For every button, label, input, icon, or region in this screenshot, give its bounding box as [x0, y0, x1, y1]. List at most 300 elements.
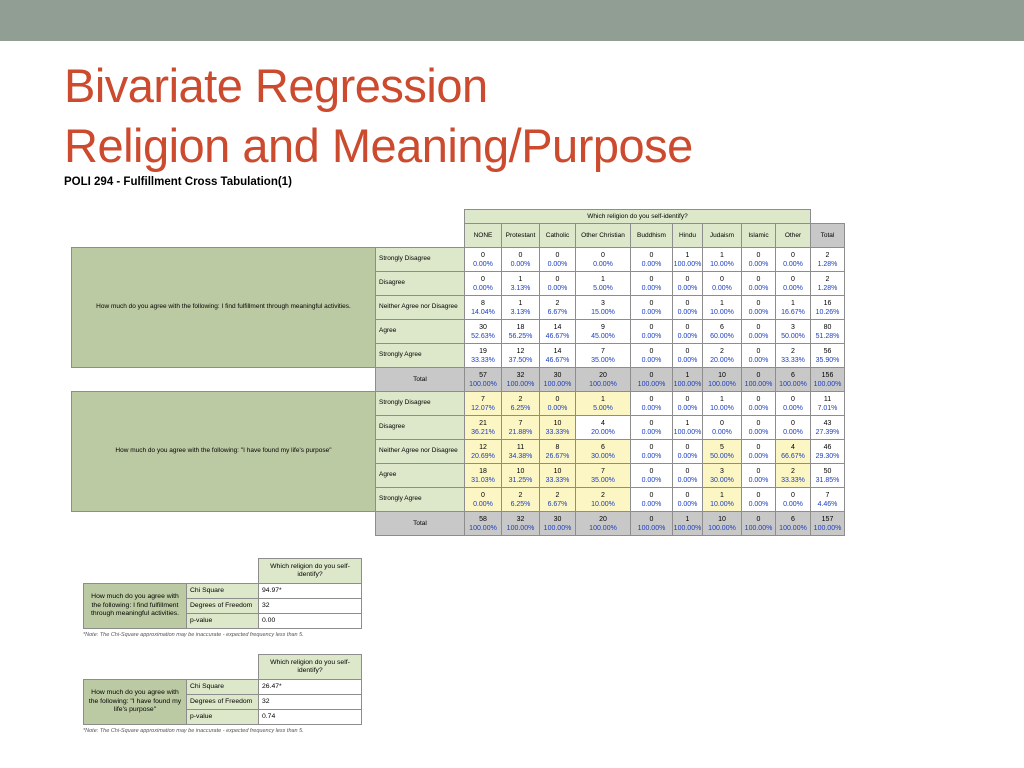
data-cell — [631, 320, 673, 344]
cell-count: 0 — [685, 299, 690, 307]
cell-percent: 12.07% — [471, 404, 495, 412]
cell-count: 50 — [823, 467, 832, 475]
data-cell — [540, 416, 576, 440]
row-category: Disagree — [376, 416, 465, 440]
blank-cell — [72, 368, 376, 392]
cell-percent: 35.00% — [591, 356, 615, 364]
cell-count: 30 — [553, 371, 562, 379]
cell-percent: 0.00% — [510, 260, 531, 268]
cell-count: 1 — [720, 251, 724, 259]
cell-percent: 52.63% — [471, 332, 495, 340]
cell-percent: 0.00% — [677, 476, 698, 484]
cell-count: 0 — [649, 515, 654, 523]
total-cell — [540, 512, 576, 536]
cell-count: 0 — [481, 251, 485, 259]
cell-count: 43 — [823, 419, 832, 427]
data-cell — [703, 344, 742, 368]
data-cell — [540, 272, 576, 296]
total-cell — [631, 512, 673, 536]
total-cell — [742, 512, 776, 536]
data-cell — [502, 464, 540, 488]
blank-cell — [84, 559, 187, 584]
p-value-value: 0.74 — [259, 710, 362, 725]
column-header: Catholic — [540, 224, 576, 248]
total-cell — [703, 512, 742, 536]
cell-percent: 100.00% — [506, 380, 535, 388]
blank-cell — [72, 210, 376, 224]
cell-count: 1 — [685, 419, 690, 427]
cell-percent: 50.00% — [781, 332, 805, 340]
cell-percent: 6.25% — [510, 404, 531, 412]
cell-count: 2 — [555, 491, 560, 499]
cell-count: 1 — [518, 275, 523, 283]
cell-percent: 0.00% — [641, 284, 662, 292]
data-cell — [465, 440, 502, 464]
data-cell — [465, 416, 502, 440]
data-cell — [703, 272, 742, 296]
data-cell — [703, 416, 742, 440]
data-cell — [465, 248, 502, 272]
cell-count: 1 — [685, 515, 690, 523]
total-cell — [540, 368, 576, 392]
data-cell — [631, 296, 673, 320]
data-cell — [540, 440, 576, 464]
cell-count: 46 — [823, 443, 832, 451]
cell-percent: 15.00% — [591, 308, 615, 316]
cell-percent: 56.25% — [508, 332, 533, 340]
data-cell — [502, 416, 540, 440]
row-total-cell — [811, 344, 845, 368]
data-cell — [703, 392, 742, 416]
cell-count: 0 — [649, 395, 654, 403]
cell-count: 6 — [791, 515, 795, 523]
cell-count: 21 — [479, 419, 487, 427]
row-total-cell — [811, 272, 845, 296]
cell-percent: 0.00% — [641, 260, 662, 268]
cell-percent: 3.13% — [510, 308, 531, 316]
cell-percent: 46.67% — [545, 356, 570, 364]
data-cell — [465, 464, 502, 488]
cell-percent: 0.00% — [547, 404, 568, 412]
cell-percent: 0.00% — [641, 308, 662, 316]
data-cell — [776, 440, 811, 464]
cell-count: 10 — [718, 371, 726, 379]
blank-cell — [811, 210, 845, 224]
data-cell — [673, 392, 703, 416]
data-cell — [776, 248, 811, 272]
cell-count: 4 — [791, 443, 795, 451]
cell-count: 0 — [756, 443, 761, 451]
cell-count: 0 — [649, 299, 654, 307]
data-cell — [631, 248, 673, 272]
cell-percent: 20.00% — [710, 356, 734, 364]
cell-percent: 33.33% — [545, 428, 570, 436]
cell-count: 0 — [649, 467, 654, 475]
row-category: Agree — [376, 320, 465, 344]
cell-count: 14 — [553, 323, 562, 331]
cell-count: 57 — [479, 371, 487, 379]
cell-percent: 0.00% — [641, 500, 662, 508]
cell-percent: 34.38% — [508, 452, 533, 460]
cell-count: 0 — [685, 275, 690, 283]
cell-count: 7 — [518, 419, 523, 427]
data-cell — [465, 320, 502, 344]
question-cell: How much do you agree with the following: "I have found my life's purpose" — [72, 392, 376, 512]
cell-percent: 27.39% — [815, 428, 840, 436]
total-cell — [673, 512, 703, 536]
cell-count: 0 — [685, 491, 690, 499]
cell-percent: 31.25% — [508, 476, 533, 484]
cell-count: 80 — [823, 323, 832, 331]
cross-tabulation-table — [71, 209, 845, 536]
data-cell — [502, 248, 540, 272]
data-cell — [673, 344, 703, 368]
data-cell — [576, 440, 631, 464]
cell-count: 0 — [791, 275, 795, 283]
cell-count: 9 — [601, 323, 605, 331]
cell-count: 0 — [756, 515, 761, 523]
data-cell — [673, 248, 703, 272]
cell-percent: 35.90% — [815, 356, 840, 364]
cell-count: 8 — [481, 299, 485, 307]
total-column-header: Total — [811, 224, 845, 248]
cell-percent: 0.00% — [593, 260, 613, 268]
cell-count: 0 — [685, 443, 690, 451]
cell-percent: 33.33% — [471, 356, 495, 364]
data-cell — [576, 272, 631, 296]
cell-count: 0 — [685, 467, 690, 475]
data-cell — [703, 464, 742, 488]
data-cell — [673, 272, 703, 296]
data-cell — [703, 488, 742, 512]
cell-percent: 0.00% — [748, 404, 769, 412]
cell-percent: 100.00% — [673, 380, 702, 388]
total-cell — [631, 368, 673, 392]
cell-percent: 0.00% — [677, 404, 698, 412]
data-cell — [776, 272, 811, 296]
cell-percent: 0.00% — [783, 428, 803, 436]
total-cell — [502, 512, 540, 536]
cell-count: 156 — [821, 371, 834, 379]
cell-percent: 3.13% — [510, 284, 531, 292]
data-cell — [742, 416, 776, 440]
cell-percent: 26.67% — [545, 452, 570, 460]
data-cell — [502, 488, 540, 512]
cell-count: 6 — [601, 443, 605, 451]
cell-percent: 51.28% — [815, 332, 840, 340]
data-cell — [465, 488, 502, 512]
cell-count: 1 — [685, 251, 690, 259]
total-cell — [776, 368, 811, 392]
cell-count: 0 — [791, 251, 795, 259]
cell-count: 0 — [518, 251, 523, 259]
cell-count: 20 — [599, 371, 607, 379]
cell-percent: 0.00% — [641, 332, 662, 340]
cell-percent: 100.00% — [813, 524, 842, 532]
row-total-cell — [811, 248, 845, 272]
blank-cell — [72, 224, 376, 248]
data-cell — [673, 488, 703, 512]
row-total-cell — [811, 416, 845, 440]
table-subtitle: POLI 294 - Fulfillment Cross Tabulation(1) — [64, 176, 292, 188]
data-cell — [742, 344, 776, 368]
data-cell — [576, 344, 631, 368]
cell-count: 10 — [553, 419, 562, 427]
cell-count: 10 — [553, 467, 562, 475]
cell-percent: 35.00% — [591, 476, 615, 484]
data-cell — [742, 248, 776, 272]
cell-count: 0 — [756, 491, 761, 499]
data-cell — [673, 464, 703, 488]
data-cell — [540, 392, 576, 416]
total-cell — [776, 512, 811, 536]
column-header: Other — [776, 224, 811, 248]
cell-count: 8 — [555, 443, 560, 451]
cell-percent: 100.00% — [744, 380, 773, 388]
title-line-1: Bivariate Regression — [64, 59, 488, 112]
cell-percent: 0.00% — [641, 356, 662, 364]
cell-count: 0 — [649, 419, 654, 427]
cell-count: 0 — [555, 395, 560, 403]
data-cell — [673, 416, 703, 440]
data-cell — [502, 392, 540, 416]
total-cell — [703, 368, 742, 392]
cell-percent: 10.00% — [710, 308, 734, 316]
blank-cell — [187, 559, 259, 584]
data-cell — [742, 272, 776, 296]
cell-count: 30 — [553, 515, 562, 523]
cell-percent: 0.00% — [783, 500, 803, 508]
cell-count: 10 — [718, 515, 726, 523]
cell-percent: 20.00% — [591, 428, 615, 436]
row-total-cell — [811, 464, 845, 488]
data-cell — [776, 296, 811, 320]
cell-percent: 37.50% — [508, 356, 533, 364]
total-row-label: Total — [376, 368, 465, 392]
cell-count: 32 — [516, 515, 525, 523]
cell-count: 0 — [649, 443, 654, 451]
row-category: Strongly Agree — [376, 488, 465, 512]
data-cell — [540, 296, 576, 320]
cell-percent: 100.00% — [708, 380, 736, 388]
column-header: Buddhism — [631, 224, 673, 248]
cell-count: 0 — [649, 323, 654, 331]
cell-percent: 10.00% — [591, 500, 615, 508]
column-header: Hindu — [673, 224, 703, 248]
data-cell — [540, 320, 576, 344]
chi-square-value: 94.97* — [259, 584, 362, 599]
blank-cell — [376, 224, 465, 248]
cell-count: 3 — [601, 299, 605, 307]
cell-percent: 6.25% — [510, 500, 531, 508]
cell-percent: 21.88% — [508, 428, 533, 436]
cell-count: 0 — [756, 467, 761, 475]
cell-percent: 0.00% — [748, 260, 769, 268]
cell-count: 0 — [756, 251, 761, 259]
cell-percent: 50.00% — [710, 452, 734, 460]
total-cell — [465, 368, 502, 392]
cell-count: 2 — [518, 491, 523, 499]
data-cell — [742, 440, 776, 464]
cell-count: 0 — [649, 251, 654, 259]
chi-square-label: Chi Square — [187, 584, 259, 599]
cell-count: 0 — [601, 251, 605, 259]
column-header: Protestant — [502, 224, 540, 248]
row-category: Agree — [376, 464, 465, 488]
data-cell — [631, 464, 673, 488]
cell-count: 1 — [685, 371, 690, 379]
cell-percent: 0.00% — [748, 356, 769, 364]
chi-note: *Note: The Chi-Square approximation may be inaccurate - expected frequency less than 5. — [83, 728, 304, 734]
cell-percent: 36.21% — [471, 428, 495, 436]
slide-title — [64, 56, 693, 176]
cell-percent: 0.00% — [783, 260, 803, 268]
cell-percent: 0.00% — [748, 332, 769, 340]
cell-count: 0 — [649, 491, 654, 499]
cell-percent: 0.00% — [641, 476, 662, 484]
data-cell — [703, 440, 742, 464]
cell-percent: 5.00% — [593, 404, 613, 412]
cell-count: 1 — [601, 275, 605, 283]
blank-cell — [84, 655, 187, 680]
cell-percent: 0.00% — [712, 428, 732, 436]
cell-count: 0 — [756, 371, 761, 379]
data-cell — [742, 296, 776, 320]
cell-count: 18 — [479, 467, 487, 475]
data-cell — [465, 272, 502, 296]
cell-count: 14 — [553, 347, 562, 355]
data-cell — [703, 320, 742, 344]
cell-count: 2 — [825, 251, 830, 259]
cell-percent: 30.00% — [591, 452, 615, 460]
column-header: Judaism — [703, 224, 742, 248]
row-category: Strongly Disagree — [376, 392, 465, 416]
degrees-of-freedom-value: 32 — [259, 599, 362, 614]
cell-percent: 100.00% — [673, 428, 702, 436]
cell-count: 1 — [791, 299, 795, 307]
data-cell — [576, 464, 631, 488]
cell-percent: 100.00% — [673, 524, 702, 532]
data-cell — [540, 488, 576, 512]
chi-note: *Note: The Chi-Square approximation may be inaccurate - expected frequency less than 5. — [83, 632, 304, 638]
cell-count: 2 — [825, 275, 830, 283]
row-category: Disagree — [376, 272, 465, 296]
column-group-header: Which religion do you self-identify? — [465, 210, 811, 224]
cell-count: 56 — [823, 347, 832, 355]
cell-percent: 10.00% — [710, 404, 734, 412]
cell-percent: 100.00% — [673, 260, 702, 268]
cell-percent: 100.00% — [637, 380, 666, 388]
cell-count: 20 — [599, 515, 607, 523]
cell-count: 0 — [720, 275, 724, 283]
cell-percent: 0.00% — [748, 428, 769, 436]
p-value-label: p-value — [187, 710, 259, 725]
cell-percent: 0.00% — [677, 500, 698, 508]
data-cell — [631, 392, 673, 416]
cell-percent: 0.00% — [547, 284, 568, 292]
cell-count: 3 — [720, 467, 724, 475]
data-cell — [502, 440, 540, 464]
cell-percent: 100.00% — [589, 380, 617, 388]
cell-count: 2 — [720, 347, 724, 355]
cell-percent: 100.00% — [469, 524, 497, 532]
data-cell — [576, 248, 631, 272]
cell-percent: 0.00% — [783, 404, 803, 412]
data-cell — [631, 272, 673, 296]
total-cell — [742, 368, 776, 392]
cell-percent: 5.00% — [593, 284, 613, 292]
degrees-of-freedom-value: 32 — [259, 695, 362, 710]
total-row-label: Total — [376, 512, 465, 536]
cell-count: 58 — [479, 515, 487, 523]
cell-count: 0 — [756, 323, 761, 331]
total-cell — [502, 368, 540, 392]
data-cell — [673, 440, 703, 464]
cell-count: 1 — [720, 395, 724, 403]
chi-header: Which religion do you self-identify? — [259, 559, 362, 584]
cell-percent: 100.00% — [813, 380, 842, 388]
cell-percent: 1.28% — [817, 284, 838, 292]
cell-percent: 100.00% — [779, 524, 807, 532]
cell-count: 2 — [791, 347, 795, 355]
cell-percent: 0.00% — [473, 260, 493, 268]
row-category: Strongly Disagree — [376, 248, 465, 272]
cell-count: 0 — [756, 299, 761, 307]
data-cell — [465, 344, 502, 368]
cell-percent: 66.67% — [781, 452, 805, 460]
total-cell — [576, 368, 631, 392]
cell-percent: 0.00% — [641, 452, 662, 460]
data-cell — [465, 296, 502, 320]
cell-percent: 46.67% — [545, 332, 570, 340]
data-cell — [540, 464, 576, 488]
cell-percent: 0.00% — [641, 404, 662, 412]
grand-total-cell — [811, 512, 845, 536]
chi-square-table-purpose — [83, 654, 362, 725]
row-total-cell — [811, 392, 845, 416]
cell-count: 0 — [649, 347, 654, 355]
cell-percent: 0.00% — [748, 308, 769, 316]
data-cell — [540, 248, 576, 272]
data-cell — [673, 296, 703, 320]
cell-percent: 100.00% — [543, 524, 572, 532]
cell-count: 18 — [516, 323, 525, 331]
cell-percent: 14.04% — [471, 308, 495, 316]
cell-count: 1 — [601, 395, 605, 403]
row-category: Neither Agree nor Disagree — [376, 296, 465, 320]
row-total-cell — [811, 440, 845, 464]
cell-count: 7 — [601, 467, 605, 475]
cell-percent: 0.00% — [677, 452, 698, 460]
cell-percent: 16.67% — [781, 308, 805, 316]
row-category: Neither Agree nor Disagree — [376, 440, 465, 464]
data-cell — [742, 320, 776, 344]
data-cell — [742, 464, 776, 488]
data-cell — [776, 392, 811, 416]
cell-percent: 100.00% — [744, 524, 773, 532]
cell-percent: 100.00% — [589, 524, 617, 532]
data-cell — [776, 464, 811, 488]
cell-percent: 100.00% — [543, 380, 572, 388]
cell-count: 16 — [823, 299, 832, 307]
total-cell — [673, 368, 703, 392]
cell-count: 1 — [720, 491, 724, 499]
cell-count: 11 — [823, 395, 832, 403]
cell-percent: 100.00% — [506, 524, 535, 532]
cell-percent: 0.00% — [712, 284, 732, 292]
cell-count: 12 — [516, 347, 525, 355]
data-cell — [776, 488, 811, 512]
